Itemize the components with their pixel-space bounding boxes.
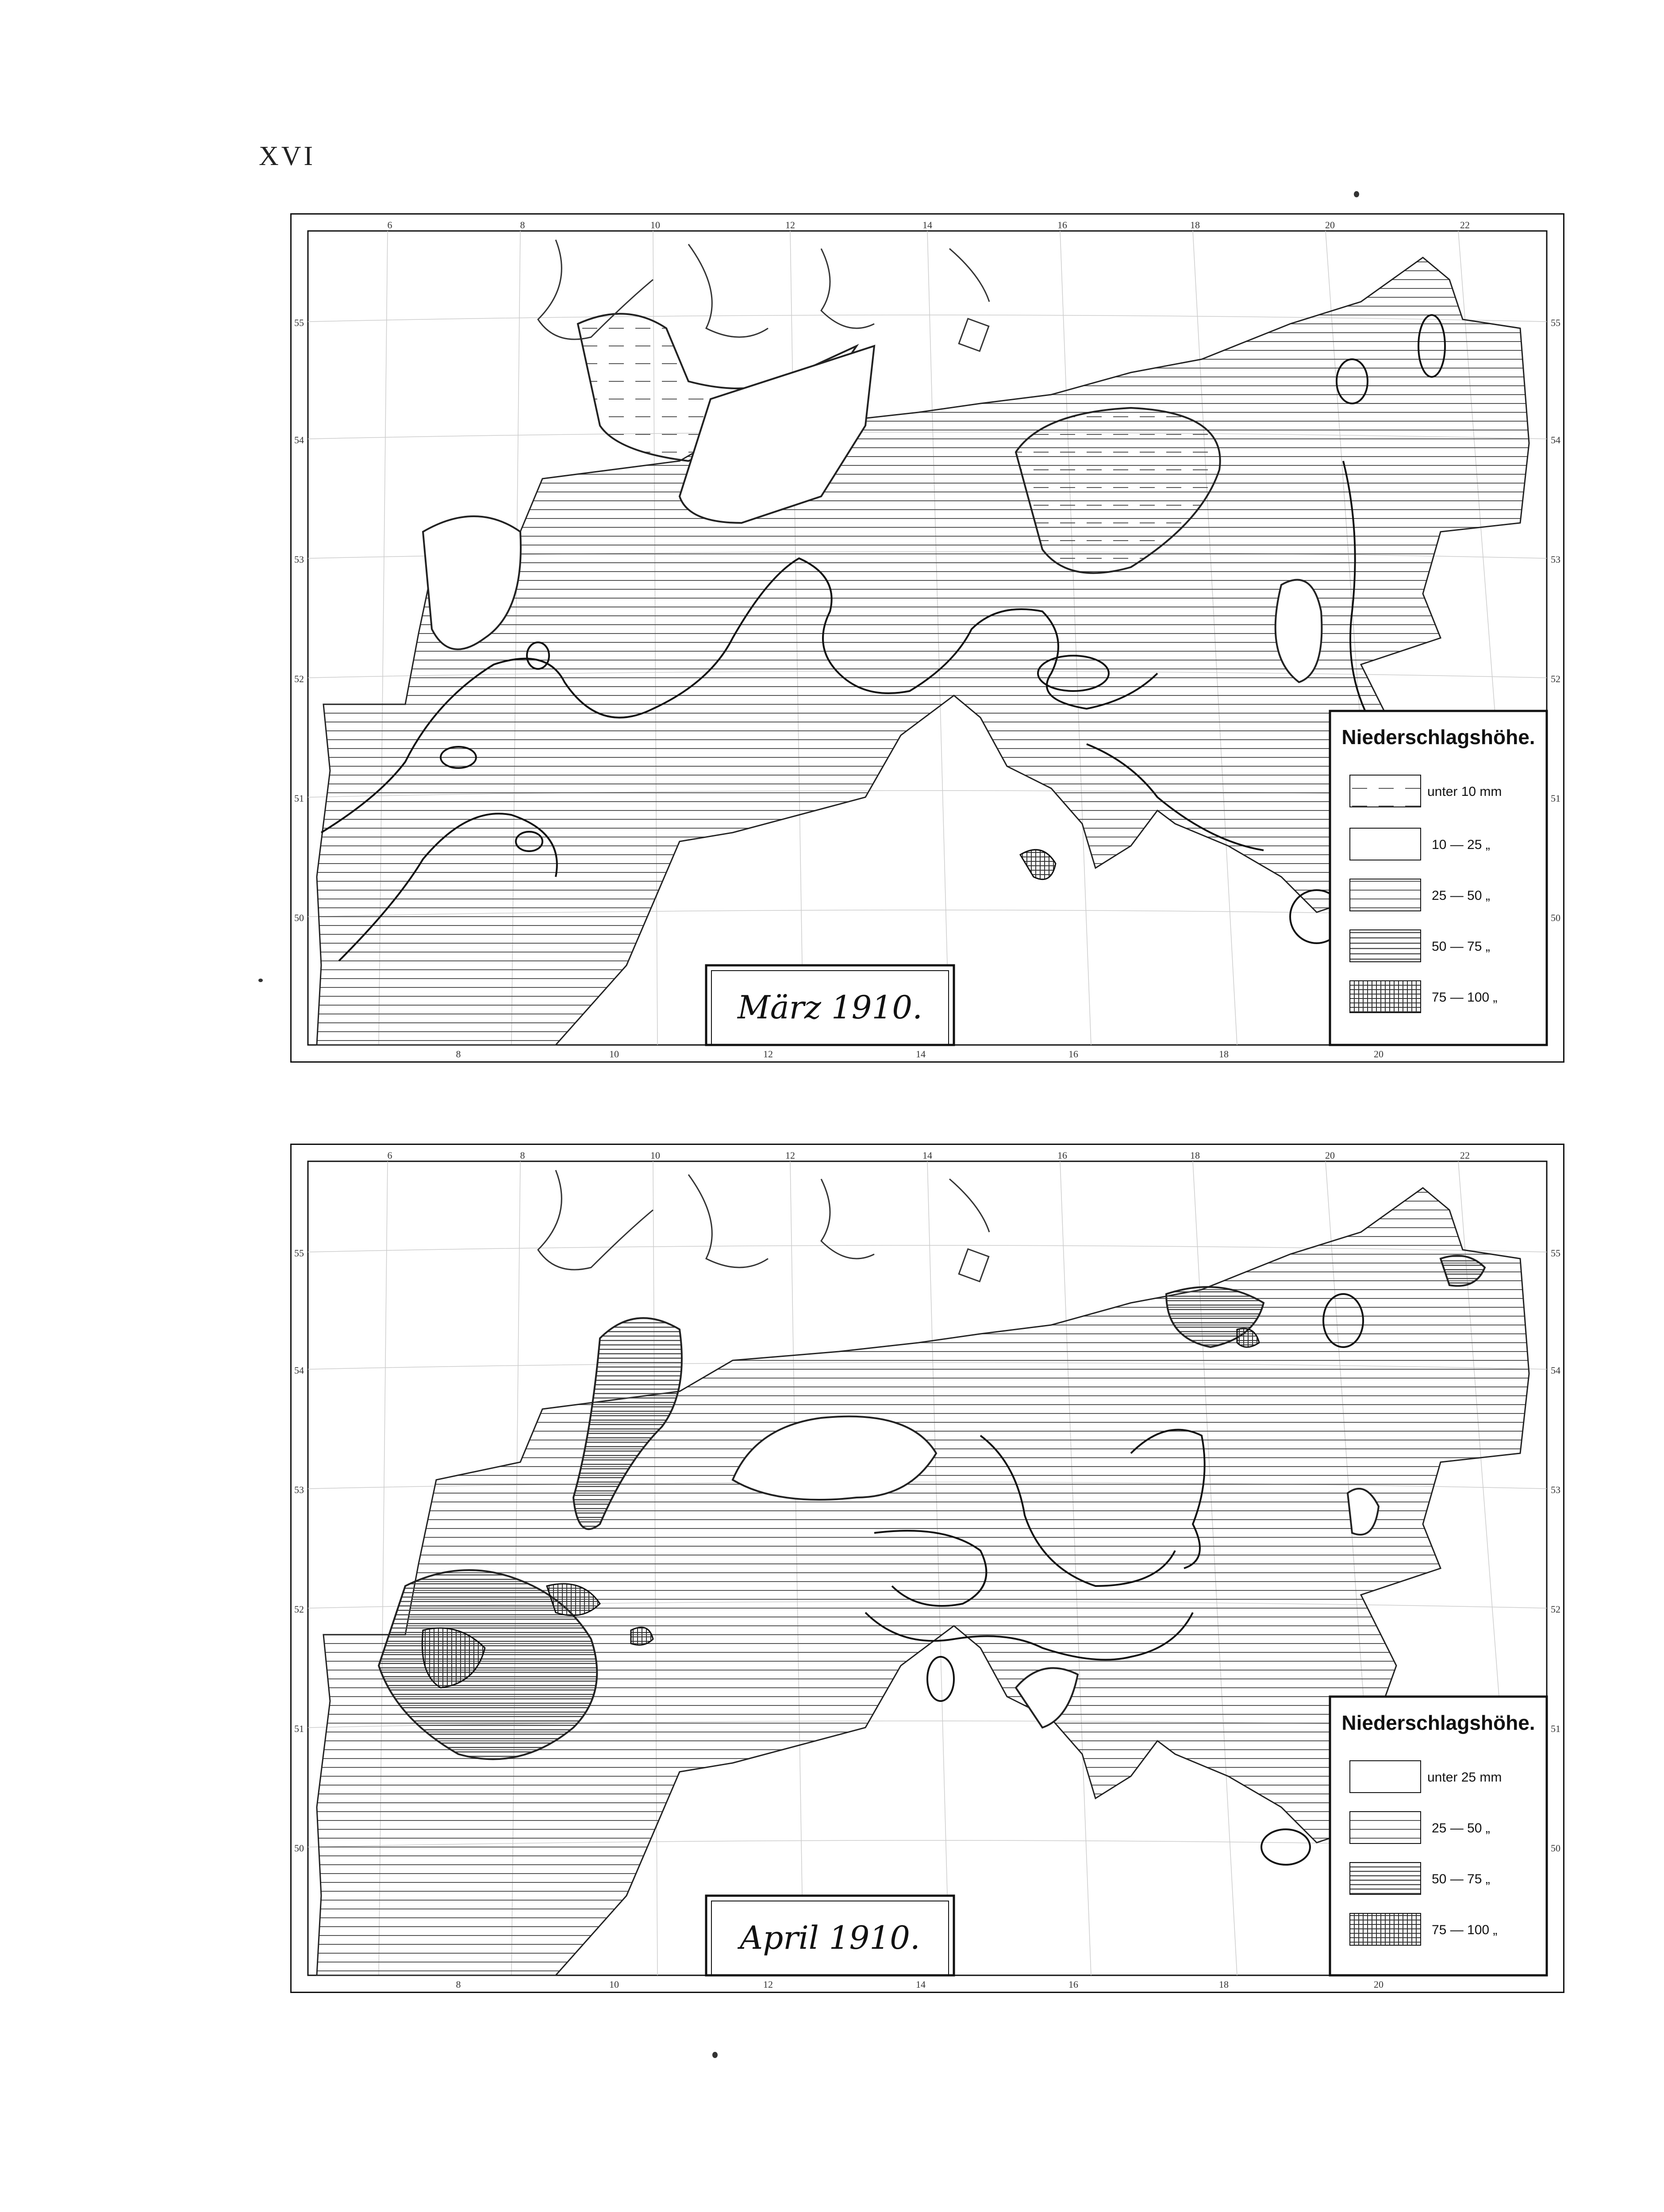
legend-box <box>1330 711 1547 1045</box>
legend-label: unter 25 mm <box>1427 1770 1502 1785</box>
left-tick-label: 54 <box>294 1365 304 1376</box>
bottom-tick-label: 8 <box>456 1979 461 1990</box>
print-speck <box>712 2052 718 2058</box>
top-tick-label: 10 <box>650 1150 660 1161</box>
top-tick-label: 22 <box>1460 1150 1470 1161</box>
legend-label: unter 10 mm <box>1427 784 1502 799</box>
map-april-svg <box>290 1144 1564 1993</box>
legend-title: Niederschlagshöhe. <box>1341 726 1535 749</box>
print-speck <box>258 979 263 982</box>
bottom-tick-label: 18 <box>1219 1048 1229 1060</box>
map-maerz-1910 <box>290 213 1564 1063</box>
right-tick-label: 55 <box>1551 317 1560 328</box>
bottom-tick-label: 10 <box>609 1048 619 1060</box>
bottom-tick-label: 16 <box>1068 1048 1078 1060</box>
legend-swatch <box>1350 981 1421 1013</box>
legend-title: Niederschlagshöhe. <box>1341 1711 1535 1734</box>
top-tick-label: 18 <box>1190 219 1200 230</box>
left-tick-label: 52 <box>294 1604 304 1615</box>
right-tick-label: 52 <box>1551 1604 1560 1615</box>
legend-label: 25 — 50 „ <box>1432 888 1490 903</box>
right-tick-label: 55 <box>1551 1248 1560 1259</box>
legend-swatch <box>1350 1812 1421 1843</box>
right-tick-label: 54 <box>1551 434 1560 445</box>
top-tick-label: 20 <box>1325 219 1335 230</box>
legend-label: 10 — 25 „ <box>1432 837 1490 852</box>
top-tick-label: 6 <box>387 1150 392 1161</box>
left-tick-label: 55 <box>294 1248 304 1259</box>
legend-label: 50 — 75 „ <box>1432 939 1490 954</box>
bottom-tick-label: 10 <box>609 1979 619 1990</box>
print-speck <box>1354 191 1359 197</box>
map-maerz-svg <box>290 213 1564 1063</box>
page-number: XVI <box>259 141 316 171</box>
top-tick-label: 16 <box>1057 219 1067 230</box>
right-tick-label: 50 <box>1551 912 1560 923</box>
bottom-tick-label: 8 <box>456 1048 461 1060</box>
legend-label: 75 — 100 „ <box>1432 1923 1498 1937</box>
right-tick-label: 50 <box>1551 1843 1560 1854</box>
right-tick-label: 54 <box>1551 1365 1560 1376</box>
top-tick-label: 14 <box>922 1150 932 1161</box>
left-tick-label: 54 <box>294 434 304 445</box>
top-tick-label: 16 <box>1057 1150 1067 1161</box>
top-tick-label: 10 <box>650 219 660 230</box>
top-tick-label: 22 <box>1460 219 1470 230</box>
bottom-tick-label: 12 <box>763 1979 773 1990</box>
left-tick-label: 53 <box>294 554 304 565</box>
top-tick-label: 12 <box>785 219 795 230</box>
top-tick-label: 8 <box>520 219 525 230</box>
top-tick-label: 18 <box>1190 1150 1200 1161</box>
right-tick-label: 53 <box>1551 1484 1560 1495</box>
legend-swatch <box>1350 1863 1421 1894</box>
right-tick-label: 51 <box>1551 1723 1560 1734</box>
map-title-box <box>706 965 954 1045</box>
bottom-tick-label: 14 <box>916 1979 926 1990</box>
bottom-tick-label: 18 <box>1219 1979 1229 1990</box>
bottom-tick-label: 20 <box>1374 1048 1383 1060</box>
legend-box <box>1330 1697 1547 1975</box>
top-tick-label: 14 <box>922 219 932 230</box>
map-title: März 1910. <box>737 989 923 1026</box>
map-april-1910 <box>290 1144 1564 1993</box>
legend-label: 75 — 100 „ <box>1432 990 1498 1005</box>
legend-swatch <box>1350 1913 1421 1945</box>
legend-swatch <box>1350 930 1421 962</box>
top-tick-label: 6 <box>387 219 392 230</box>
bottom-tick-label: 14 <box>916 1048 926 1060</box>
legend-swatch <box>1350 1761 1421 1793</box>
left-tick-label: 51 <box>294 1723 304 1734</box>
top-tick-label: 12 <box>785 1150 795 1161</box>
legend-swatch <box>1350 828 1421 860</box>
map-title-box <box>706 1896 954 1975</box>
left-tick-label: 53 <box>294 1484 304 1495</box>
legend-label: 25 — 50 „ <box>1432 1821 1490 1836</box>
left-tick-label: 51 <box>294 793 304 804</box>
right-tick-label: 51 <box>1551 793 1560 804</box>
map-title: April 1910. <box>740 1919 920 1956</box>
top-tick-label: 8 <box>520 1150 525 1161</box>
legend-swatch <box>1350 879 1421 911</box>
left-tick-label: 52 <box>294 673 304 684</box>
bottom-tick-label: 16 <box>1068 1979 1078 1990</box>
right-tick-label: 52 <box>1551 673 1560 684</box>
bottom-tick-label: 12 <box>763 1048 773 1060</box>
left-tick-label: 50 <box>294 1843 304 1854</box>
right-tick-label: 53 <box>1551 554 1560 565</box>
left-tick-label: 55 <box>294 317 304 328</box>
top-tick-label: 20 <box>1325 1150 1335 1161</box>
bottom-tick-label: 20 <box>1374 1979 1383 1990</box>
legend-swatch <box>1350 775 1421 807</box>
left-tick-label: 50 <box>294 912 304 923</box>
legend-label: 50 — 75 „ <box>1432 1872 1490 1886</box>
